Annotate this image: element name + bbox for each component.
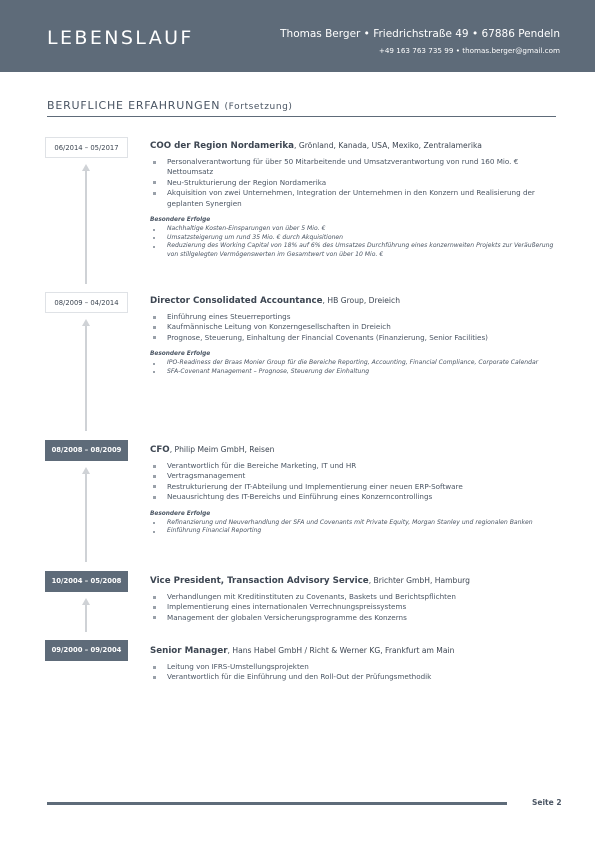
list-item — [150, 359, 560, 368]
section-heading — [47, 99, 293, 112]
list-item-text: Verantwortlich für die Bereiche Marketing, IT und HR — [167, 461, 357, 470]
bullet-icon — [153, 192, 156, 195]
list-item — [150, 482, 560, 492]
list-item — [150, 662, 560, 672]
job-title: COO der Region Nordamerika — [150, 141, 294, 151]
section-divider — [47, 116, 556, 117]
list-item — [150, 519, 560, 528]
list-item — [150, 592, 560, 602]
company-location: , Brichter GmbH, Hamburg — [368, 576, 470, 585]
list-item-text: Akquisition von zwei Unternehmen, Integration der Unternehmen in den Konzern und Realisierung der geplanten Synergien — [167, 188, 535, 208]
responsibility-list — [150, 662, 560, 683]
page-number: Seite 2 — [532, 798, 562, 807]
list-item-text: Reduzierung des Working Capital von 18% auf 6% des Umsatzes Durchführung eines konzernweiten Projekts zur Veräußerung von stillgelegten Vermögenswerten im Gesamtwert von über 10 Mio. € — [167, 242, 554, 258]
bullet-icon — [153, 237, 155, 239]
arrow-up-icon — [82, 598, 90, 605]
responsibility-list — [150, 157, 560, 209]
experience-entry — [150, 444, 560, 536]
list-item — [150, 461, 560, 471]
role-line — [150, 444, 560, 456]
bullet-icon — [153, 485, 156, 488]
list-item — [150, 178, 560, 188]
timeline-arrow — [85, 604, 87, 632]
list-item — [150, 322, 560, 332]
achievements-heading: Besondere Erfolge — [150, 351, 211, 358]
list-item-text: Prognose, Steuerung, Einhaltung der Financial Covenants (Finanzierung, Senior Facilities) — [167, 332, 488, 342]
bullet-icon — [153, 616, 156, 619]
role-line — [150, 140, 560, 152]
bullet-icon — [153, 465, 156, 468]
document-title: LEBENSLAUF — [47, 27, 194, 49]
list-item — [150, 157, 560, 178]
list-item-text: Restrukturierung der IT-Abteilung und Implementierung einer neuen ERP-Software — [167, 481, 463, 491]
list-item — [150, 242, 560, 259]
list-item-text: Kaufmännische Leitung von Konzerngesellschaften in Dreieich — [167, 322, 391, 332]
list-item — [150, 471, 560, 481]
bullet-icon — [153, 666, 156, 669]
bullet-icon — [153, 596, 156, 599]
bullet-icon — [153, 496, 156, 499]
role-line — [150, 645, 560, 657]
list-item-text: Neuausrichtung des IT-Bereichs und Einführung eines Konzerncontrollings — [167, 492, 433, 502]
section-subtitle: (Fortsetzung) — [224, 102, 293, 112]
list-item-text: IPO-Readiness der Braas Monier Group für die Bereiche Reporting, Accounting, Financial Compliance, Corporate Calendar — [167, 359, 539, 367]
bullet-icon — [153, 363, 155, 365]
company-location: , Philip Meim GmbH, Reisen — [169, 445, 275, 454]
section-title: BERUFLICHE ERFAHRUNGEN — [47, 99, 221, 112]
list-item-text: Einführung eines Steuerreportings — [167, 312, 291, 321]
experience-entry — [150, 140, 560, 259]
bullet-icon — [153, 606, 156, 609]
list-item — [150, 234, 560, 243]
bullet-icon — [153, 316, 156, 319]
bullet-icon — [153, 336, 156, 339]
list-item — [150, 602, 560, 612]
list-item-text: Implementierung eines internationalen Verrechnungspreissystems — [167, 602, 407, 612]
achievements-heading: Besondere Erfolge — [150, 510, 211, 517]
arrow-up-icon — [82, 319, 90, 326]
list-item-text: Refinanzierung und Neuverhandlung der SFA und Covenants mit Private Equity, Morgan Stanley und regionalen Banken — [167, 518, 533, 526]
responsibility-list — [150, 461, 560, 503]
experience-entry — [150, 295, 560, 376]
arrow-up-icon — [82, 467, 90, 474]
list-item-text: Nachhaltige Kosten-Einsparungen von über 5 Mio. € — [167, 225, 326, 233]
header-band — [0, 0, 595, 72]
list-item — [150, 312, 560, 322]
bullet-icon — [153, 229, 155, 231]
list-item-text: Leitung von IFRS-Umstellungsprojekten — [167, 662, 309, 671]
job-title: Director Consolidated Accountance — [150, 296, 323, 306]
experience-entry — [150, 645, 560, 683]
list-item — [150, 492, 560, 502]
arrow-up-icon — [82, 164, 90, 171]
list-item-text: Neu-Strukturierung der Region Nordamerika — [167, 177, 327, 187]
list-item-text: Einführung Financial Reporting — [167, 527, 262, 535]
achievements-list — [150, 359, 560, 376]
bullet-icon — [153, 181, 156, 184]
job-title: Vice President, Transaction Advisory Service — [150, 576, 369, 586]
list-item-text: Verantwortlich für die Einführung und den Roll-Out der Prüfungsmethodik — [167, 672, 432, 682]
date-box: 08/2008 – 08/2009 — [45, 440, 128, 461]
list-item-text: Umsatzsteigerung um rund 35 Mio. € durch Akquisitionen — [167, 233, 344, 241]
list-item — [150, 225, 560, 234]
footer-rule — [47, 802, 507, 805]
bullet-icon — [153, 371, 155, 373]
list-item — [150, 333, 560, 343]
bullet-icon — [153, 161, 156, 164]
date-box: 08/2009 – 04/2014 — [45, 292, 128, 313]
list-item — [150, 672, 560, 682]
date-box: 06/2014 – 05/2017 — [45, 137, 128, 158]
job-title: Senior Manager — [150, 646, 228, 656]
contact-line: +49 163 763 735 99 • thomas.berger@gmail.com — [378, 46, 560, 55]
list-item — [150, 527, 560, 536]
list-item — [150, 368, 560, 377]
list-item-text: SFA-Covenant Management – Prognose, Steuerung der Einhaltung — [167, 367, 370, 375]
achievements-list — [150, 225, 560, 259]
achievements-list — [150, 519, 560, 536]
bullet-icon — [153, 531, 155, 533]
timeline-arrow — [85, 473, 87, 562]
list-item — [150, 613, 560, 623]
date-box: 09/2000 – 09/2004 — [45, 640, 128, 661]
list-item-text: Verhandlungen mit Kreditinstituten zu Covenants, Baskets und Berichtspflichten — [167, 592, 456, 601]
list-item-text: Personalverantwortung für über 50 Mitarbeitende und Umsatzverantwortung von rund 160 Mio. € Nettoumsatz — [167, 157, 519, 177]
role-line — [150, 575, 560, 587]
bullet-icon — [153, 522, 155, 524]
date-box: 10/2004 – 05/2008 — [45, 571, 128, 592]
role-line — [150, 295, 560, 307]
job-title: CFO — [150, 445, 170, 455]
bullet-icon — [153, 676, 156, 679]
achievements-heading: Besondere Erfolge — [150, 217, 211, 224]
bullet-icon — [153, 326, 156, 329]
list-item — [150, 188, 560, 209]
list-item-text: Vertragsmanagement — [167, 471, 246, 481]
company-location: , HB Group, Dreieich — [322, 296, 401, 305]
company-location: , Hans Habel GmbH / Richt & Werner KG, Frankfurt am Main — [227, 646, 455, 655]
name-address-line: Thomas Berger • Friedrichstraße 49 • 67886 Pendeln — [280, 28, 560, 40]
bullet-icon — [153, 246, 155, 248]
responsibility-list — [150, 312, 560, 343]
list-item-text: Management der globalen Versicherungsprogramme des Konzerns — [167, 612, 407, 622]
company-location: , Grönland, Kanada, USA, Mexiko, Zentralamerika — [294, 141, 482, 150]
experience-entry — [150, 575, 560, 623]
responsibility-list — [150, 592, 560, 623]
timeline-arrow — [85, 170, 87, 284]
bullet-icon — [153, 475, 156, 478]
timeline-arrow — [85, 325, 87, 431]
